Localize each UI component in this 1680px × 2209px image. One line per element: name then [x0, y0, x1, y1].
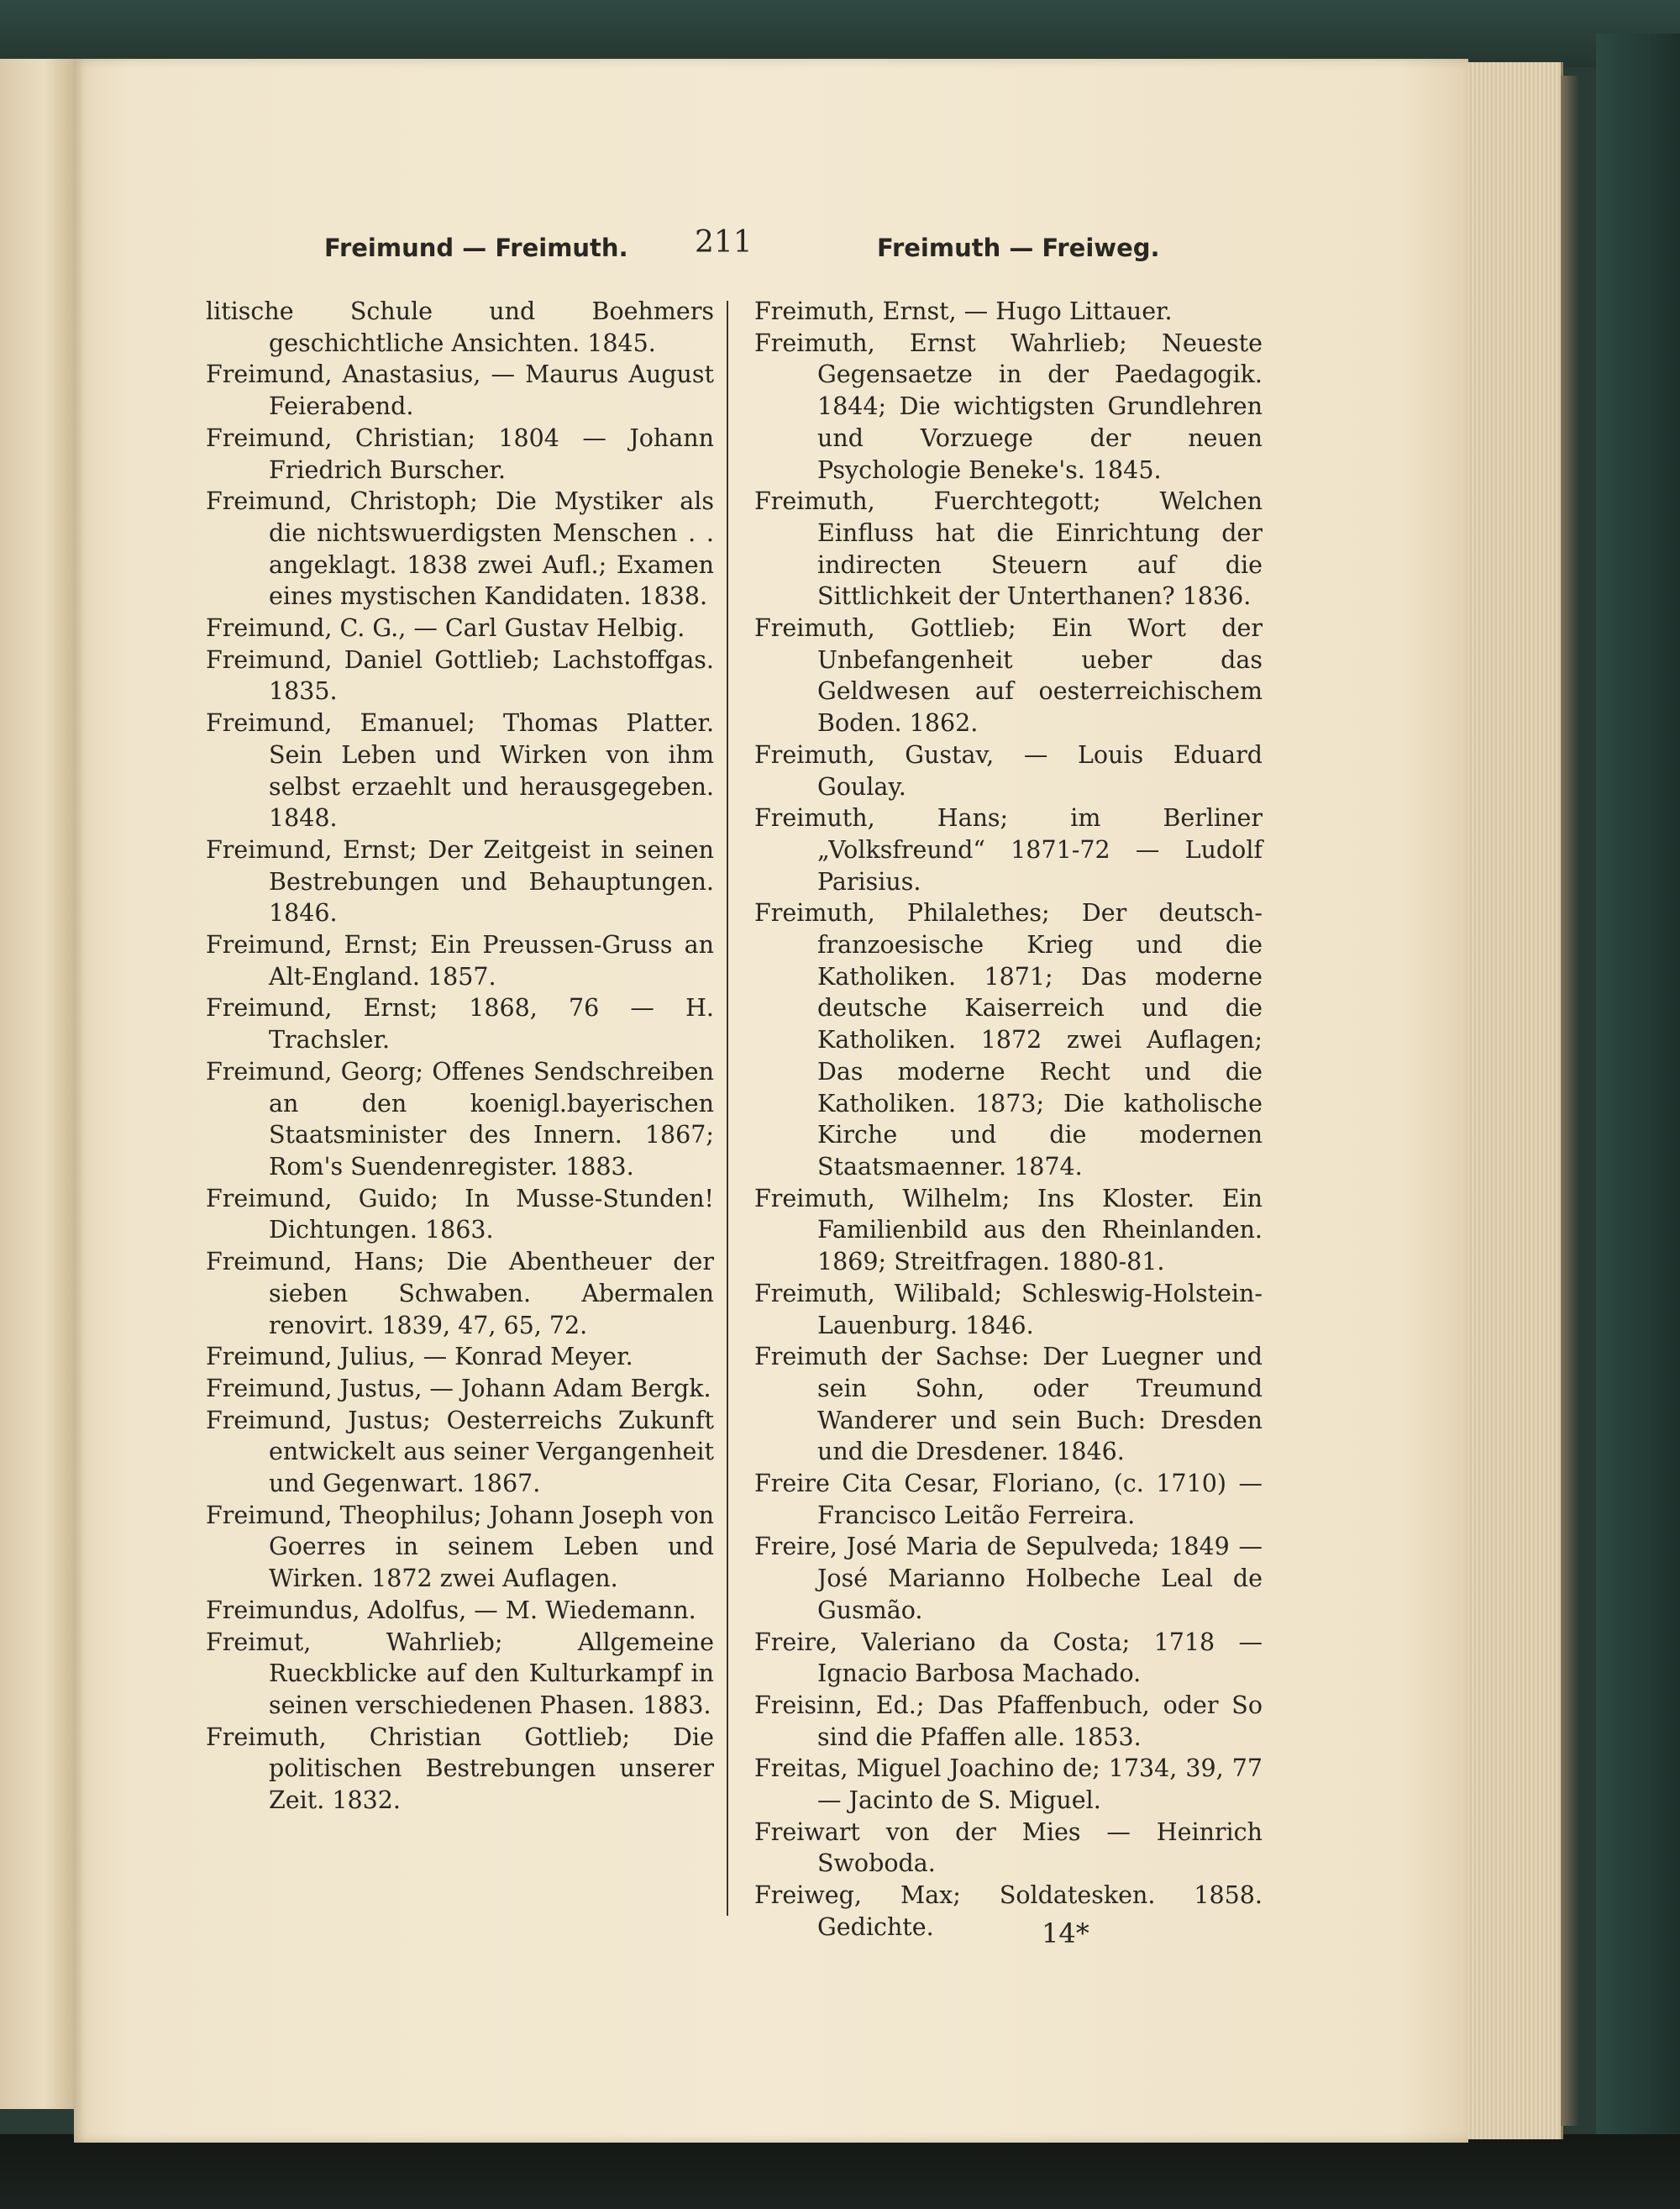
right-column	[754, 296, 1263, 1943]
cloth-background-top	[0, 0, 1680, 67]
index-entry: Freisinn, Ed.; Das Pfaffenbuch, oder So sind die Pfaffen alle. 1853.	[754, 1691, 1263, 1751]
index-entry: Freimund, C. G., — Carl Gustav Helbig.	[206, 614, 685, 643]
column-divider	[727, 301, 728, 1916]
index-entry: Freimuth, Ernst, — Hugo Littauer.	[754, 297, 1173, 325]
left-column	[206, 296, 714, 1817]
index-entry: Freimund, Justus; Oesterreichs Zukunft entwickelt aus seiner Vergangenheit und Gegenwart. 1867.	[206, 1406, 714, 1498]
index-entry: Freimund, Christian; 1804 — Johann Friedrich Burscher.	[206, 423, 714, 484]
page-edges	[1468, 62, 1563, 2139]
running-head-right: Freimuth — Freiweg.	[877, 234, 1160, 262]
index-entry: Freimund, Georg; Offenes Sendschreiben an den koenigl.bayerischen Staatsminister des Innern. 1867; Rom's Suendenregister. 1883.	[206, 1057, 714, 1181]
index-entry: Freitas, Miguel Joachino de; 1734, 39, 77 — Jacinto de S. Miguel.	[754, 1754, 1263, 1815]
index-entry: Freimund, Ernst; 1868, 76 — H. Trachsler.	[206, 994, 714, 1055]
signature-mark: 14*	[1042, 1917, 1089, 1949]
running-head-left: Freimund — Freimuth.	[324, 234, 628, 262]
page-edge-shadow	[1561, 76, 1579, 2126]
index-entry: Freimund, Julius, — Konrad Meyer.	[206, 1343, 633, 1371]
index-entry: Freimuth, Hans; im Berliner „Volksfreund“ 1871-72 — Ludolf Parisius.	[754, 804, 1263, 896]
index-entry: Freimut, Wahrlieb; Allgemeine Rueckblicke auf den Kulturkampf in seinen verschiedenen Phasen. 1883.	[206, 1628, 714, 1719]
index-entry: Freimuth, Gustav, — Louis Eduard Goulay.	[754, 740, 1263, 801]
index-entry: Freimuth, Fuerchtegott; Welchen Einfluss hat die Einrichtung der indirecten Steuern auf die Sittlichkeit der Unterthanen? 1836.	[754, 487, 1263, 611]
index-entry: Freimund, Ernst; Der Zeitgeist in seinen Bestrebungen und Behauptungen. 1846.	[206, 835, 714, 928]
cloth-background-bottom	[0, 2134, 1680, 2209]
index-entry: litische Schule und Boehmers geschichtliche Ansichten. 1845.	[206, 297, 714, 357]
index-entry: Freimund, Theophilus; Johann Joseph von Goerres in seinem Leben und Wirken. 1872 zwei Auflagen.	[206, 1501, 714, 1593]
index-entry: Freiwart von der Mies — Heinrich Swoboda.	[754, 1817, 1263, 1878]
index-entry: Freimuth, Wilhelm; Ins Kloster. Ein Familienbild aus den Rheinlanden. 1869; Streitfragen. 1880-81.	[754, 1184, 1263, 1276]
index-entry: Freire, José Maria de Sepulveda; 1849 — José Marianno Holbeche Leal de Gusmão.	[754, 1533, 1263, 1624]
index-entry: Freimuth, Gottlieb; Ein Wort der Unbefangenheit ueber das Geldwesen auf oesterreichischem Boden. 1862.	[754, 614, 1263, 738]
index-entry: Freire, Valeriano da Costa; 1718 — Ignacio Barbosa Machado.	[754, 1628, 1263, 1688]
index-entry: Freimund, Justus, — Johann Adam Bergk.	[206, 1374, 711, 1402]
index-entry: Freimuth, Ernst Wahrlieb; Neueste Gegensaetze in der Paedagogik. 1844; Die wichtigsten Grundlehren und Vorzuege der neuen Psychologie Beneke's. 1845.	[754, 329, 1263, 484]
index-entry: Freimuth, Wilibald; Schleswig-Holstein-Lauenburg. 1846.	[754, 1279, 1263, 1339]
index-entry: Freimundus, Adolfus, — M. Wiedemann.	[206, 1596, 696, 1624]
index-entry: Freiweg, Max; Soldatesken. 1858. Gedichte.	[754, 1881, 1263, 1941]
index-entry: Freimuth, Christian Gottlieb; Die politischen Bestrebungen unserer Zeit. 1832.	[206, 1722, 714, 1815]
index-entry: Freimund, Guido; In Musse-Stunden! Dichtungen. 1863.	[206, 1184, 714, 1244]
index-entry: Freimuth, Philalethes; Der deutsch-franzoesische Krieg und die Katholiken. 1871; Das moderne deutsche Kaiserreich und die Katholiken. 1872 zwei Auflagen; Das moderne Recht und die Katholiken. 1873; Die katholische Kirche und die modernen Staatsmaenner. 1874.	[754, 899, 1263, 1181]
index-entry: Freimund, Christoph; Die Mystiker als die nichtswuerdigsten Menschen . . angeklagt. 1838 zwei Aufl.; Examen eines mystischen Kandidaten. 1838.	[206, 487, 714, 611]
index-entry: Freimund, Ernst; Ein Preussen-Gruss an Alt-England. 1857.	[206, 931, 714, 991]
index-entry: Freimund, Hans; Die Abentheuer der sieben Schwaben. Abermalen renovirt. 1839, 47, 65, 72.	[206, 1248, 714, 1339]
index-entry: Freimund, Daniel Gottlieb; Lachstoffgas. 1835.	[206, 645, 714, 706]
index-entry: Freimuth der Sachse: Der Luegner und sein Sohn, oder Treumund Wanderer und sein Buch: Dresden und die Dresdener. 1846.	[754, 1343, 1263, 1466]
index-entry: Freire Cita Cesar, Floriano, (c. 1710) — Francisco Leitão Ferreira.	[754, 1470, 1263, 1529]
index-entry: Freimund, Anastasius, — Maurus August Feierabend.	[206, 360, 714, 421]
left-page-strip	[0, 59, 74, 2109]
page-number: 211	[695, 225, 753, 260]
cloth-background-right	[1596, 34, 1680, 2151]
index-entry: Freimund, Emanuel; Thomas Platter. Sein Leben und Wirken von ihm selbst erzaehlt und herausgegeben. 1848.	[206, 709, 714, 833]
